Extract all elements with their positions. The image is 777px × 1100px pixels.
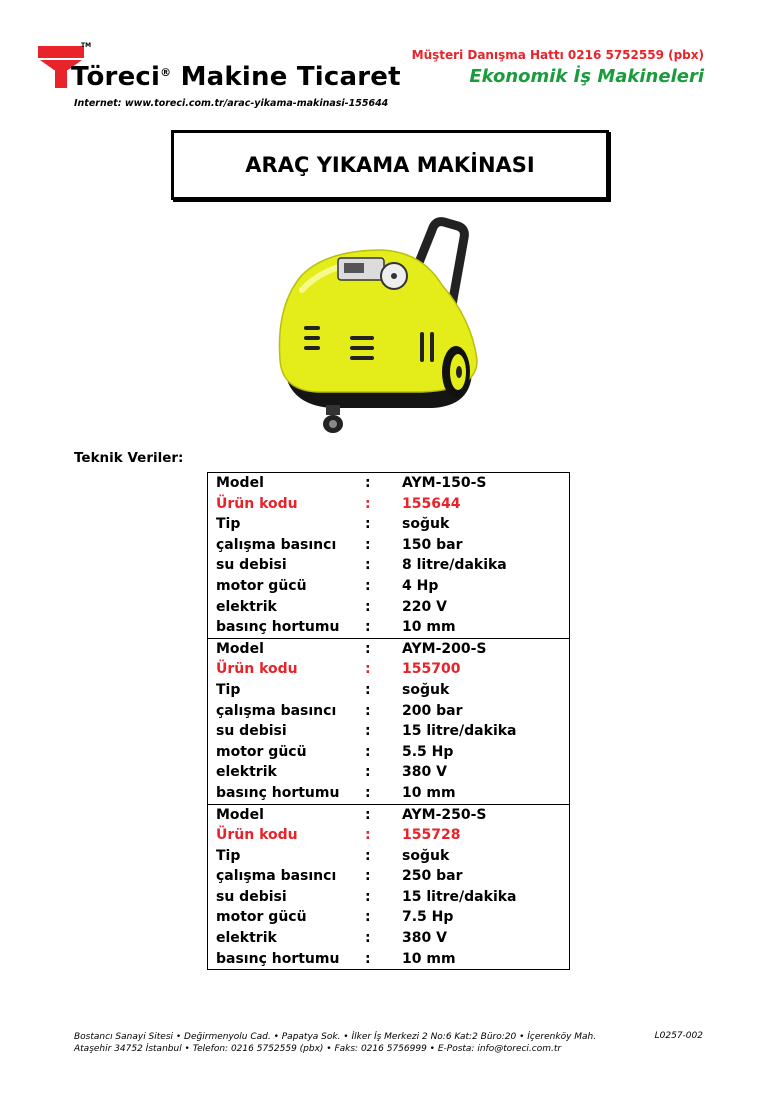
spec-row-product-code: Ürün kodu : 155728	[216, 827, 461, 844]
spec-group-aym-250-s	[208, 804, 569, 970]
spec-row-pressure: çalışma basıncı : 200 bar	[216, 702, 463, 719]
spec-row-pressure: çalışma basıncı : 150 bar	[216, 536, 463, 553]
spec-row-product-code: Ürün kodu : 155644	[216, 495, 461, 512]
spec-row-motor: motor gücü : 7.5 Hp	[216, 909, 454, 926]
footer-line-1: Bostancı Sanayi Sitesi • Değirmenyolu Cad. • Papatya Sok. • İlker İş Merkezi 2 No:6 Kat:2 Büro:20 • İçerenköy Mah.	[74, 1032, 597, 1042]
customer-hotline: Müşteri Danışma Hattı 0216 5752559 (pbx)	[411, 48, 704, 62]
spec-row-pressure: çalışma basıncı : 250 bar	[216, 868, 463, 885]
footer-address	[74, 1031, 596, 1055]
technical-data-label: Teknik Veriler:	[74, 450, 184, 466]
trademark-mark: TM	[81, 42, 92, 49]
spec-table	[207, 472, 570, 970]
spec-row-electric: elektrik : 380 V	[216, 764, 447, 781]
spec-row-motor: motor gücü : 4 Hp	[216, 577, 439, 594]
spec-row-type: Tip : soğuk	[216, 681, 450, 698]
spec-row-flow: su debisi : 8 litre/dakika	[216, 557, 507, 574]
spec-row-hose: basınç hortumu : 10 mm	[216, 784, 456, 801]
spec-row-electric: elektrik : 380 V	[216, 930, 447, 947]
spec-row-product-code: Ürün kodu : 155700	[216, 661, 461, 678]
spec-row-motor: motor gücü : 5.5 Hp	[216, 743, 454, 760]
spec-group-aym-200-s	[208, 638, 569, 804]
spec-row-hose: basınç hortumu : 10 mm	[216, 950, 456, 967]
spec-row-model: Model : AYM-150-S	[216, 475, 487, 491]
spec-group-aym-150-s	[208, 473, 569, 638]
spec-row-model: Model : AYM-200-S	[216, 640, 487, 657]
page-title-box	[171, 130, 609, 200]
spec-row-flow: su debisi : 15 litre/dakika	[216, 723, 517, 740]
internet-link[interactable]: Internet: www.toreci.com.tr/arac-yikama-makinasi-155644	[74, 98, 389, 109]
pressure-washer-image	[272, 210, 482, 440]
company-tagline: Ekonomik İş Makineleri	[469, 66, 704, 87]
page-title: ARAÇ YIKAMA MAKİNASI	[245, 153, 535, 177]
spec-row-electric: elektrik : 220 V	[216, 598, 447, 615]
spec-row-type: Tip : soğuk	[216, 516, 450, 533]
brand-name: Töreci® Makine Ticaret	[71, 62, 401, 92]
spec-row-flow: su debisi : 15 litre/dakika	[216, 888, 517, 905]
spec-row-model: Model : AYM-250-S	[216, 806, 487, 823]
spec-row-type: Tip : soğuk	[216, 847, 450, 864]
footer-line-2: Ataşehir 34752 İstanbul • Telefon: 0216 5752559 (pbx) • Faks: 0216 5756999 • E-Posta: info@toreci.com.tr	[74, 1044, 562, 1054]
document-code: L0257-002	[654, 1031, 703, 1041]
spec-row-hose: basınç hortumu : 10 mm	[216, 619, 456, 636]
